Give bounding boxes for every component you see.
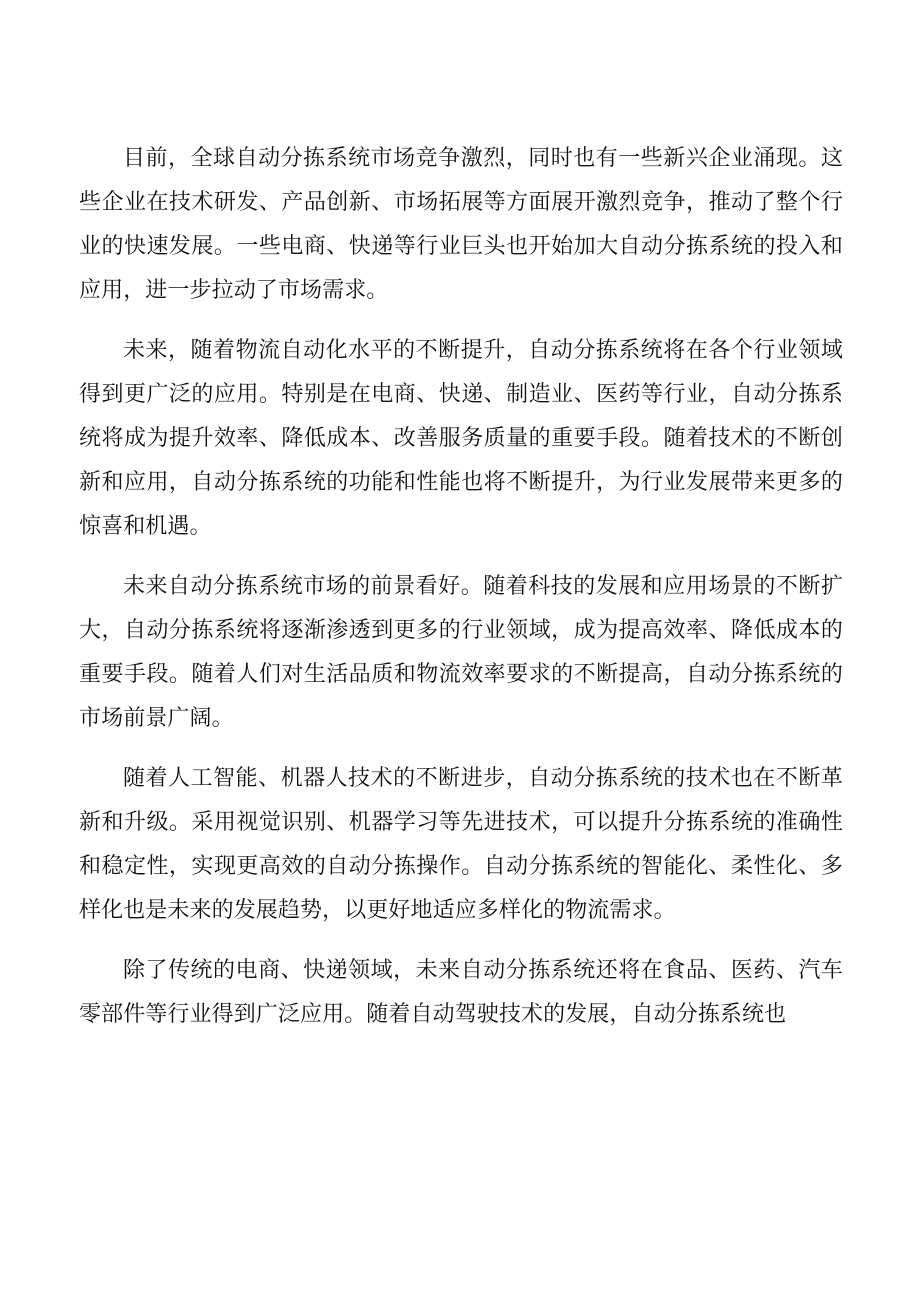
paragraph-technology-upgrade: 随着人工智能、机器人技术的不断进步，自动分拣系统的技术也在不断革新和升级。采用视觉识别、机器学习等先进技术，可以提升分拣系统的准确性和稳定性，实现更高效的自动分拣操作。自动分拣系统的智能化、柔性化、多样化也是未来的发展趋势，以更好地适应多样化的物流需求。: [79, 766, 843, 923]
document-body: [79, 137, 843, 1053]
paragraph-market-competition: 目前，全球自动分拣系统市场竞争激烈，同时也有一些新兴企业涌现。这些企业在技术研发、产品创新、市场拓展等方面展开激烈竞争，推动了整个行业的快速发展。一些电商、快递等行业巨头也开始加大自动分拣系统的投入和应用，进一步拉动了市场需求。: [79, 146, 843, 303]
paragraph-future-applications: 未来，随着物流自动化水平的不断提升，自动分拣系统将在各个行业领域得到更广泛的应用。特别是在电商、快递、制造业、医药等行业，自动分拣系统将成为提升效率、降低成本、改善服务质量的重要手段。随着技术的不断创新和应用，自动分拣系统的功能和性能也将不断提升，为行业发展带来更多的惊喜和机遇。: [79, 338, 843, 539]
paragraph-market-outlook: 未来自动分拣系统市场的前景看好。随着科技的发展和应用场景的不断扩大，自动分拣系统将逐渐渗透到更多的行业领域，成为提高效率、降低成本的重要手段。随着人们对生活品质和物流效率要求的不断提高，自动分拣系统的市场前景广阔。: [79, 574, 843, 731]
paragraph-new-industries: 除了传统的电商、快递领域，未来自动分拣系统还将在食品、医药、汽车零部件等行业得到广泛应用。随着自动驾驶技术的发展，自动分拣系统也: [79, 958, 843, 1027]
